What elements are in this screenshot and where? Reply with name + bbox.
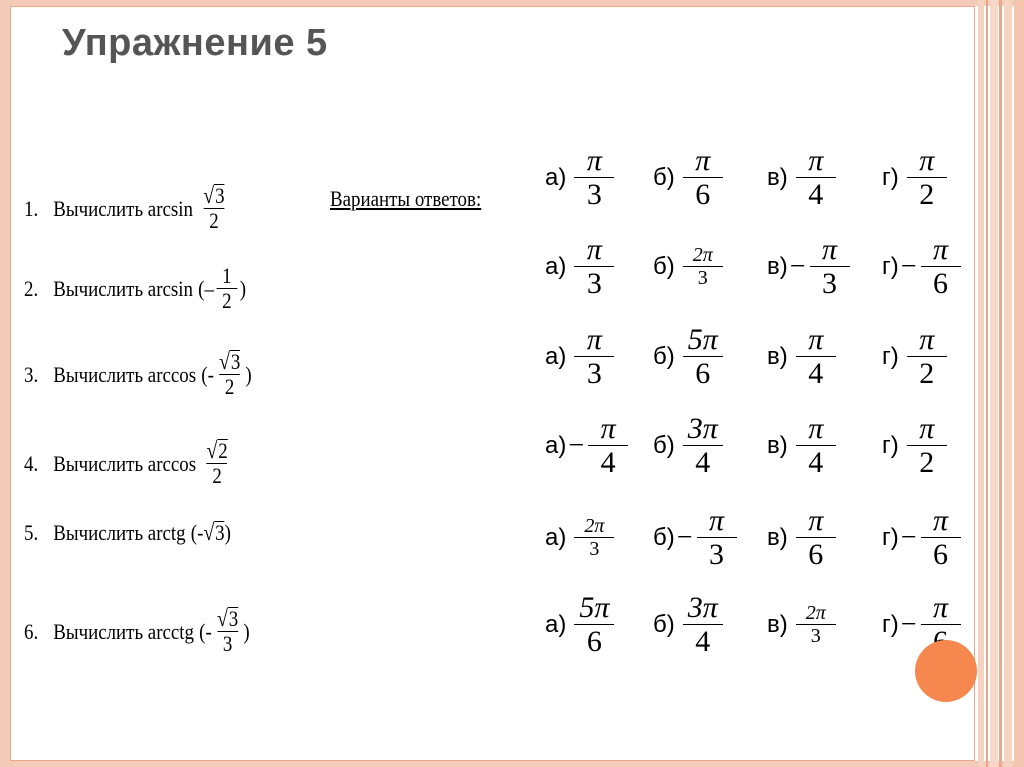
question-4 bbox=[24, 439, 233, 488]
question-number: 3. bbox=[24, 361, 39, 387]
answer-fraction bbox=[921, 505, 961, 571]
numerator: π bbox=[919, 144, 935, 178]
answer-fraction bbox=[683, 245, 723, 289]
option-label: б) bbox=[653, 164, 675, 191]
numerator: π bbox=[586, 323, 602, 357]
answer-row-2 bbox=[545, 222, 985, 312]
numerator: π bbox=[919, 412, 935, 446]
answer-fraction bbox=[796, 324, 836, 390]
answer-option[interactable] bbox=[545, 222, 614, 312]
denominator: 4 bbox=[683, 624, 723, 658]
answer-fraction bbox=[907, 145, 947, 211]
option-label: в) bbox=[767, 164, 788, 191]
fraction bbox=[216, 350, 242, 399]
answer-option[interactable] bbox=[882, 133, 947, 223]
answer-option[interactable] bbox=[653, 222, 723, 312]
question-number: 4. bbox=[24, 450, 39, 476]
numerator: π bbox=[808, 412, 824, 446]
numerator: 3π bbox=[687, 412, 718, 446]
minus-sign: − bbox=[900, 251, 917, 282]
answer-fraction bbox=[574, 145, 614, 211]
question-text: Вычислить arcctg bbox=[53, 618, 195, 644]
denominator: 4 bbox=[796, 445, 836, 479]
numerator: 2π bbox=[805, 602, 826, 624]
minus-sign: - bbox=[207, 361, 214, 387]
right-stripe bbox=[1014, 0, 1024, 767]
denominator: 4 bbox=[588, 445, 628, 479]
denominator: 3 bbox=[697, 537, 737, 571]
close-paren: ) bbox=[224, 520, 231, 545]
numerator: π bbox=[933, 504, 949, 538]
denominator: 6 bbox=[574, 624, 614, 658]
option-label: г) bbox=[882, 611, 899, 638]
variants-label: Варианты ответов: bbox=[330, 186, 482, 211]
option-label: б) bbox=[653, 524, 675, 551]
option-label: б) bbox=[653, 253, 675, 280]
question-text: Вычислить arctg bbox=[53, 520, 186, 545]
sqrt-sign: √ bbox=[219, 348, 230, 374]
fraction bbox=[214, 607, 240, 656]
answer-row-4 bbox=[545, 401, 985, 491]
question-text: Вычислить arccos bbox=[53, 361, 197, 387]
denominator: 6 bbox=[683, 177, 723, 211]
option-label: а) bbox=[545, 164, 567, 191]
numerator: π bbox=[808, 323, 824, 357]
answer-fraction bbox=[574, 516, 614, 560]
fraction bbox=[204, 439, 230, 488]
question-number: 2. bbox=[24, 275, 39, 301]
question-5 bbox=[24, 520, 231, 546]
numerator-value bbox=[206, 439, 227, 462]
minus-sign: − bbox=[676, 522, 693, 553]
radicand: 3 bbox=[215, 183, 225, 208]
page-title: Упражнение 5 bbox=[62, 22, 328, 64]
option-label: в) bbox=[767, 611, 788, 638]
denominator: 3 bbox=[574, 356, 614, 390]
numerator: π bbox=[933, 591, 949, 625]
numerator bbox=[214, 607, 240, 631]
answer-option[interactable] bbox=[653, 493, 737, 583]
answer-option[interactable] bbox=[767, 222, 850, 312]
denominator: 4 bbox=[796, 356, 836, 390]
open-paren: ( bbox=[190, 520, 198, 545]
answer-fraction bbox=[796, 413, 836, 479]
radicand: 3 bbox=[215, 520, 225, 546]
option-label: в) bbox=[767, 524, 788, 551]
option-label: г) bbox=[882, 432, 899, 459]
radicand: 2 bbox=[218, 438, 228, 463]
answer-option[interactable] bbox=[545, 493, 614, 583]
numerator-value bbox=[203, 184, 224, 207]
answer-row-1 bbox=[545, 133, 985, 223]
option-label: г) bbox=[882, 253, 899, 280]
answer-option[interactable] bbox=[545, 133, 614, 223]
option-label: а) bbox=[545, 432, 567, 459]
denominator: 2 bbox=[219, 374, 240, 399]
answer-fraction bbox=[683, 592, 723, 658]
option-label: в) bbox=[767, 432, 788, 459]
fraction bbox=[216, 264, 237, 313]
answer-option[interactable] bbox=[882, 312, 947, 402]
denominator: 3 bbox=[796, 624, 836, 647]
option-label: г) bbox=[882, 343, 899, 370]
open-paren: ( bbox=[201, 361, 208, 387]
answer-fraction bbox=[796, 505, 836, 571]
minus-sign: − bbox=[900, 522, 917, 553]
question-number: 1. bbox=[24, 195, 39, 221]
bottom-border bbox=[0, 761, 1024, 767]
answer-option[interactable] bbox=[545, 312, 614, 402]
right-stripe bbox=[990, 0, 998, 767]
answer-fraction bbox=[683, 145, 723, 211]
numerator-value bbox=[217, 607, 238, 630]
answer-row-3 bbox=[545, 312, 985, 402]
right-stripe bbox=[999, 0, 1002, 767]
fraction bbox=[201, 184, 227, 233]
numerator: π bbox=[586, 144, 602, 178]
numerator-value bbox=[219, 350, 240, 373]
question-text: Вычислить arcsin bbox=[53, 195, 193, 221]
radicand: 3 bbox=[228, 606, 239, 631]
answer-option[interactable] bbox=[767, 312, 836, 402]
numerator: 5π bbox=[687, 323, 718, 357]
answer-option[interactable] bbox=[882, 401, 947, 491]
answer-fraction bbox=[796, 145, 836, 211]
answer-fraction bbox=[574, 324, 614, 390]
radicand: 3 bbox=[230, 349, 241, 374]
answer-option[interactable] bbox=[545, 580, 614, 670]
minus-sign: − bbox=[568, 430, 585, 461]
denominator: 3 bbox=[574, 266, 614, 300]
right-stripe bbox=[986, 0, 988, 767]
denominator: 3 bbox=[810, 266, 850, 300]
answer-option[interactable] bbox=[545, 401, 628, 491]
answer-fraction bbox=[574, 592, 614, 658]
right-stripe bbox=[1004, 0, 1012, 767]
numerator: π bbox=[709, 504, 725, 538]
denominator: 3 bbox=[574, 537, 614, 560]
answer-fraction bbox=[921, 234, 961, 300]
open-paren: ( bbox=[199, 618, 206, 644]
denominator: 4 bbox=[796, 177, 836, 211]
question-text: Вычислить arcsin bbox=[53, 275, 193, 301]
question-3 bbox=[24, 350, 252, 399]
answer-option[interactable] bbox=[653, 312, 723, 402]
answer-option[interactable] bbox=[653, 580, 723, 670]
numerator: 5π bbox=[579, 591, 610, 625]
numerator bbox=[201, 184, 227, 208]
answer-fraction bbox=[697, 505, 737, 571]
denominator: 2 bbox=[204, 208, 225, 233]
answer-fraction bbox=[907, 324, 947, 390]
numerator bbox=[220, 264, 235, 288]
numerator: π bbox=[808, 144, 824, 178]
minus-sign: − bbox=[789, 251, 806, 282]
option-label: г) bbox=[882, 524, 899, 551]
numerator: π bbox=[919, 323, 935, 357]
option-label: г) bbox=[882, 164, 899, 191]
numerator bbox=[204, 439, 230, 463]
numerator: π bbox=[695, 144, 711, 178]
answer-row-5 bbox=[545, 493, 985, 583]
question-text: Вычислить arccos bbox=[53, 450, 197, 476]
question-number: 6. bbox=[24, 618, 39, 644]
denominator: 3 bbox=[683, 266, 723, 289]
answer-fraction bbox=[907, 413, 947, 479]
denominator: 4 bbox=[683, 445, 723, 479]
close-paren: ) bbox=[239, 275, 247, 301]
numerator: π bbox=[808, 504, 824, 538]
numerator: 2π bbox=[692, 244, 713, 266]
question-1 bbox=[24, 184, 230, 233]
option-label: б) bbox=[653, 343, 675, 370]
numerator bbox=[216, 350, 242, 374]
answer-fraction bbox=[588, 413, 628, 479]
minus-sign: – bbox=[204, 275, 214, 301]
question-number: 5. bbox=[24, 520, 39, 545]
answer-option[interactable] bbox=[767, 133, 836, 223]
close-paren: ) bbox=[243, 618, 250, 644]
answer-option[interactable] bbox=[882, 222, 961, 312]
answer-fraction bbox=[574, 234, 614, 300]
denominator: 2 bbox=[907, 445, 947, 479]
minus-sign: - bbox=[205, 618, 212, 644]
denominator: 6 bbox=[921, 537, 961, 571]
option-label: а) bbox=[545, 611, 567, 638]
close-paren: ) bbox=[245, 361, 252, 387]
open-paren: ( bbox=[198, 275, 205, 301]
option-label: а) bbox=[545, 253, 567, 280]
answer-fraction bbox=[810, 234, 850, 300]
option-label: в) bbox=[767, 253, 788, 280]
minus-sign: − bbox=[900, 609, 917, 640]
numerator: 3π bbox=[687, 591, 718, 625]
denominator: 2 bbox=[216, 288, 237, 313]
numerator: π bbox=[933, 233, 949, 267]
sqrt-sign: √ bbox=[203, 182, 215, 208]
answer-fraction bbox=[796, 603, 836, 647]
answer-option[interactable] bbox=[767, 580, 836, 670]
answer-option[interactable] bbox=[653, 401, 723, 491]
denominator: 6 bbox=[683, 356, 723, 390]
answer-fraction bbox=[683, 413, 723, 479]
option-label: в) bbox=[767, 343, 788, 370]
denominator: 3 bbox=[217, 631, 238, 656]
numerator-value: 1 bbox=[222, 263, 232, 288]
denominator: 2 bbox=[207, 463, 228, 488]
sqrt-sign: √ bbox=[206, 437, 218, 463]
question-6 bbox=[24, 607, 250, 656]
option-label: б) bbox=[653, 611, 675, 638]
numerator: 2π bbox=[584, 515, 605, 537]
answer-option[interactable] bbox=[882, 493, 961, 583]
minus-sign: - bbox=[197, 520, 204, 545]
numerator: π bbox=[586, 233, 602, 267]
option-label: а) bbox=[545, 524, 567, 551]
denominator: 3 bbox=[574, 177, 614, 211]
question-2 bbox=[24, 264, 246, 313]
answer-fraction bbox=[683, 324, 723, 390]
answer-option[interactable] bbox=[767, 493, 836, 583]
answer-option[interactable] bbox=[767, 401, 836, 491]
denominator: 6 bbox=[796, 537, 836, 571]
left-border bbox=[0, 0, 10, 767]
option-label: б) bbox=[653, 432, 675, 459]
denominator: 2 bbox=[907, 356, 947, 390]
argument-value bbox=[203, 521, 224, 544]
sqrt-sign: √ bbox=[216, 605, 228, 631]
answer-option[interactable] bbox=[653, 133, 723, 223]
denominator: 6 bbox=[921, 266, 961, 300]
decorative-circle bbox=[915, 640, 977, 702]
sqrt-sign: √ bbox=[203, 519, 215, 546]
numerator: π bbox=[822, 233, 838, 267]
option-label: а) bbox=[545, 343, 567, 370]
numerator: π bbox=[600, 412, 616, 446]
denominator: 2 bbox=[907, 177, 947, 211]
